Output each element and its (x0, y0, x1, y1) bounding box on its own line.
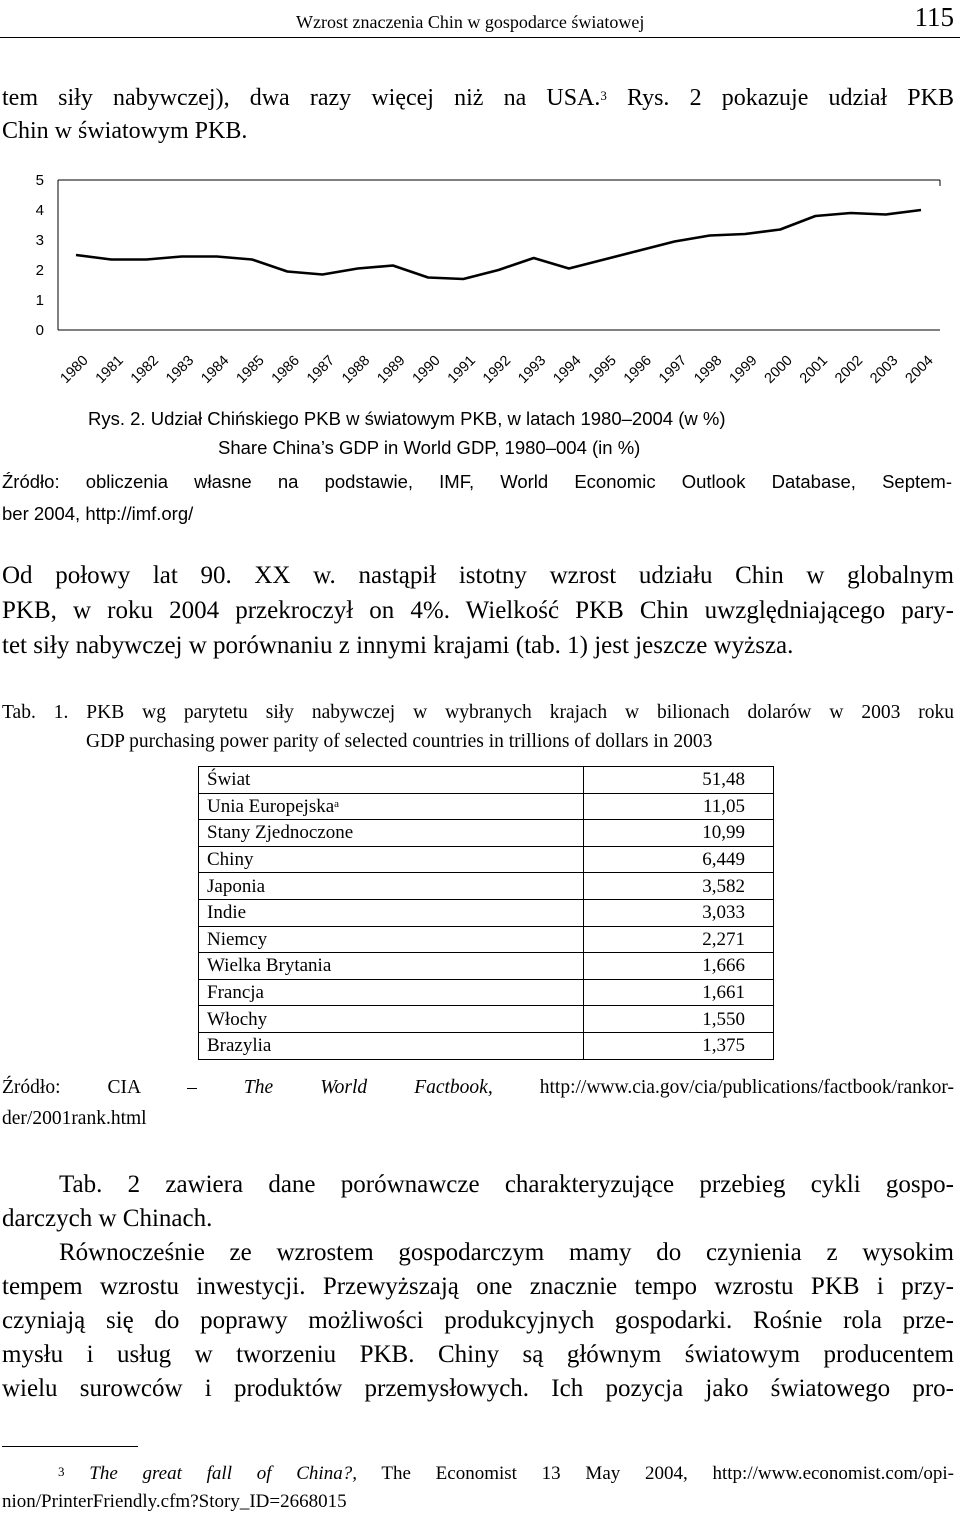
figure-source-line: Źródło: obliczenia własne na podstawie, IMF, World Economic Outlook Database, Septem- (2, 471, 952, 492)
table-row (199, 820, 774, 847)
country-name: Japonia (207, 875, 266, 897)
y-tick-label: 5 (35, 172, 44, 189)
paragraph-line: tempem wzrostu inwestycji. Przewyższają one znacznie tempo wzrostu PKB i przy- (2, 1273, 954, 1300)
paragraph-line: Tab. 2 zawiera dane porównawcze charakteryzujące przebieg cykli gospo- (59, 1171, 954, 1198)
figure-source-line: ber 2004, http://imf.org/ (2, 503, 194, 524)
table-row (199, 1032, 774, 1059)
table-row (199, 899, 774, 926)
value-cell: 1,661 (583, 979, 773, 1006)
x-tick-label: 2002 (832, 352, 867, 387)
source-title: The World Factbook, (243, 1077, 493, 1098)
value-cell: 11,05 (583, 793, 773, 820)
x-tick-label: 1999 (726, 352, 761, 387)
line-chart (0, 170, 960, 400)
figure-source (2, 466, 952, 530)
country-name: Włochy (207, 1008, 268, 1030)
paragraph-line: PKB, w roku 2004 przekroczył on 4%. Wielkość PKB Chin uwzględniającego pary- (2, 597, 954, 624)
x-tick-label: 2000 (761, 352, 796, 387)
intro-line: Chin w światowym PKB. (2, 117, 248, 144)
paragraph-line: czyniają się do poprawy możliwości produkcyjnych gospodarki. Rośnie rola prze- (2, 1307, 954, 1334)
x-tick-label: 1981 (92, 352, 127, 387)
country-cell (199, 846, 584, 873)
intro-text: Rys. 2 pokazuje udział PKB (606, 85, 954, 111)
x-tick-label: 1994 (550, 352, 585, 387)
gdp-ppp-table (198, 766, 774, 1060)
table-note-marker: a (334, 797, 340, 810)
y-tick-label: 1 (35, 292, 44, 309)
x-tick-label: 1986 (268, 352, 303, 387)
country-name: Chiny (207, 849, 254, 871)
country-name: Indie (207, 902, 247, 924)
x-tick-label: 1983 (163, 352, 198, 387)
table-row (199, 767, 774, 794)
x-tick-label: 1998 (691, 352, 726, 387)
y-tick-labels (36, 172, 44, 339)
running-title: Wzrost znaczenia Chin w gospodarce światowej (296, 12, 645, 32)
x-tick-label: 1990 (409, 352, 444, 387)
value-cell: 2,271 (583, 926, 773, 953)
paragraph-line: darczych w Chinach. (2, 1205, 213, 1232)
value-cell: 51,48 (583, 767, 773, 794)
country-cell (199, 979, 584, 1006)
source-text: Źródło: CIA – (2, 1077, 244, 1098)
x-tick-label: 1987 (303, 352, 339, 387)
value-cell: 3,033 (583, 899, 773, 926)
value-cell: 3,582 (583, 873, 773, 900)
table-caption-pl-text: Tab. 1. PKB wg parytetu siły nabywczej w wybranych krajach w bilionach dolarów w 2003 roku (2, 702, 954, 723)
x-tick-label: 1988 (339, 352, 374, 387)
country-name: Stany Zjednoczone (207, 822, 354, 844)
paragraph-line: Równocześnie ze wzrostem gospodarczym mamy do czynienia z wysokim (59, 1239, 954, 1266)
country-cell (199, 899, 584, 926)
x-tick-label: 1980 (57, 352, 92, 387)
value-cell: 1,375 (583, 1032, 773, 1059)
x-tick-label: 1982 (127, 352, 163, 387)
footnote (2, 1460, 954, 1516)
country-name: Niemcy (207, 928, 268, 950)
country-name: Świat (207, 769, 251, 791)
y-tick-label: 3 (35, 232, 44, 249)
y-tick-label: 4 (35, 202, 44, 219)
country-name: Unia Europejska (207, 795, 335, 817)
country-cell (199, 873, 584, 900)
footnote-url: The Economist 13 May 2004, http://www.economist.com/opi- (356, 1463, 955, 1484)
table-row (199, 979, 774, 1006)
country-cell (199, 926, 584, 953)
x-tick-label: 2001 (796, 352, 832, 387)
country-cell (199, 793, 584, 820)
intro-line (2, 82, 954, 115)
country-cell (199, 1032, 584, 1059)
header-rule (0, 37, 960, 38)
figure-caption-en: Share China’s GDP in World GDP, 1980–004 (in %) (218, 437, 641, 458)
intro-text: tem siły nabywczej), dwa razy więcej niż na USA. (2, 85, 601, 111)
country-name: Brazylia (207, 1035, 272, 1057)
x-tick-label: 2004 (902, 352, 937, 387)
page-number: 115 (914, 2, 954, 32)
y-tick-label: 0 (35, 322, 44, 339)
paragraph-line: tet siły nabywczej w porównaniu z innymi krajami (tab. 1) jest jeszcze wyższa. (2, 632, 794, 659)
table-body (199, 767, 774, 1060)
x-tick-label: 2003 (867, 352, 902, 387)
table-source-line: der/2001rank.html (2, 1108, 147, 1129)
source-url: http://www.cia.gov/cia/publications/factbook/rankor- (492, 1077, 954, 1098)
footnote-title: The great fall of China?, (89, 1463, 357, 1484)
value-cell: 1,550 (583, 1006, 773, 1033)
body-paragraph-2 (2, 1168, 954, 1406)
country-name: Wielka Brytania (207, 955, 332, 977)
x-tick-label: 1989 (374, 352, 409, 387)
table-caption-pl (2, 702, 954, 724)
table-row (199, 1006, 774, 1033)
table-source (2, 1072, 954, 1134)
y-tick-label: 2 (35, 262, 44, 279)
table-row (199, 793, 774, 820)
paragraph-line: mysłu i usług w tworzeniu PKB. Chiny są głównym światowym producentem (2, 1341, 954, 1368)
x-tick-label: 1984 (198, 352, 233, 387)
footnote-rule (2, 1446, 138, 1447)
series-line (76, 210, 921, 279)
table-row (199, 873, 774, 900)
footnote-line: nion/PrinterFriendly.cfm?Story_ID=2668015 (2, 1491, 347, 1512)
x-tick-label: 1993 (515, 352, 550, 387)
table-row (199, 953, 774, 980)
country-cell (199, 767, 584, 794)
figure-caption-pl: Rys. 2. Udział Chińskiego PKB w światowym PKB, w latach 1980–2004 (w %) (88, 408, 726, 429)
value-cell: 1,666 (583, 953, 773, 980)
x-tick-label: 1991 (444, 352, 479, 387)
x-tick-label: 1997 (656, 352, 691, 387)
table-row (199, 846, 774, 873)
footnote-ref: 3 (600, 88, 607, 103)
value-cell: 6,449 (583, 846, 773, 873)
chart-series (76, 210, 921, 279)
table-row (199, 926, 774, 953)
country-cell (199, 1006, 584, 1033)
country-cell (199, 820, 584, 847)
x-tick-label: 1996 (620, 352, 655, 387)
paragraph-line: wielu surowców i produktów przemysłowych. Ich pozycja jako światowego pro- (2, 1375, 954, 1402)
footnote-number: 3 (58, 1464, 65, 1479)
intro-paragraph (2, 82, 954, 147)
running-header (0, 0, 960, 40)
table-source-line (2, 1072, 954, 1103)
x-tick-label: 1995 (585, 352, 620, 387)
country-cell (199, 953, 584, 980)
country-name: Francja (207, 982, 264, 1004)
body-paragraph-1 (2, 558, 954, 663)
chart-axes (58, 180, 940, 330)
value-cell: 10,99 (583, 820, 773, 847)
table-caption-en: GDP purchasing power parity of selected countries in trillions of dollars in 2003 (86, 731, 713, 752)
x-tick-labels (58, 353, 937, 387)
x-tick-label: 1985 (233, 352, 268, 387)
paragraph-line: Od połowy lat 90. XX w. nastąpił istotny wzrost udziału Chin w globalnym (2, 562, 954, 589)
footnote-line (2, 1460, 954, 1488)
x-tick-label: 1992 (480, 352, 515, 387)
